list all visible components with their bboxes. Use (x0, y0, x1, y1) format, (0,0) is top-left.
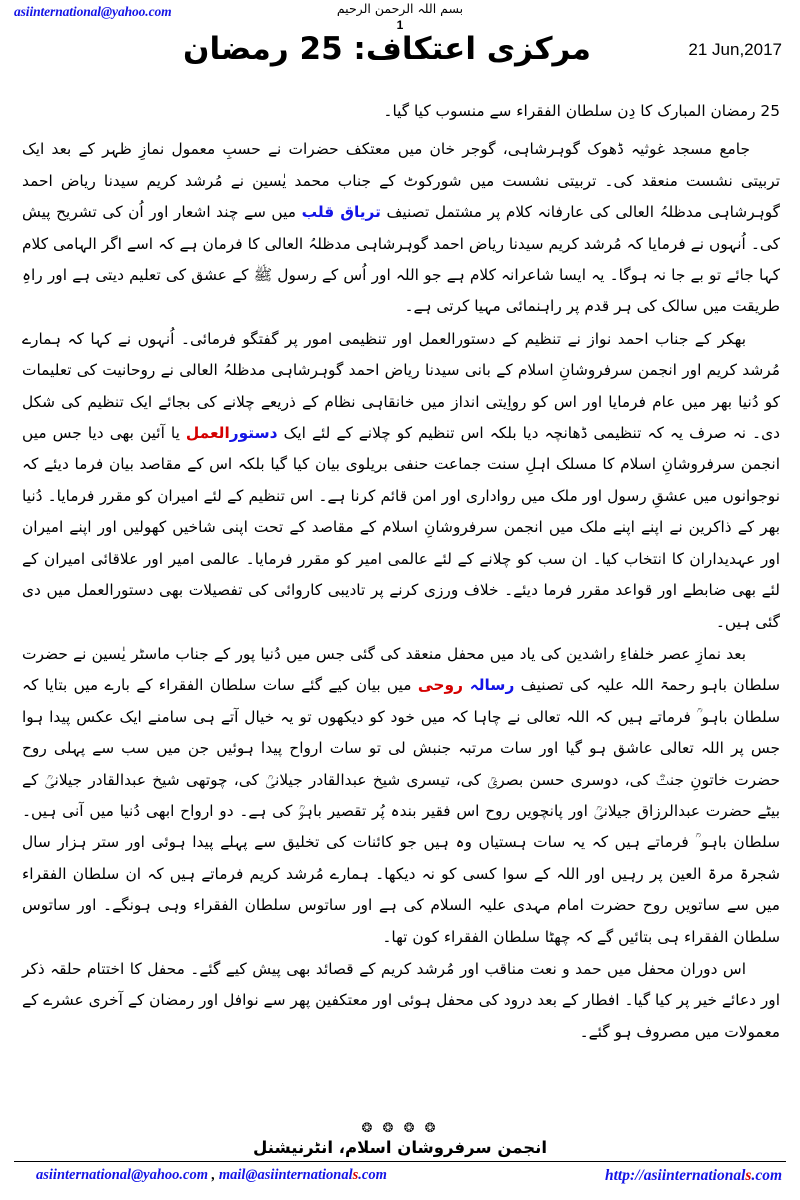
highlight-segment: تریاق قلب (301, 203, 381, 222)
highlight-segment: العمل (185, 424, 230, 443)
paragraph-2 (22, 324, 780, 638)
text-segment: بعد نمازِ عصر خلفاءِ راشدین کی یاد میں محفل منعقد کی گئی جس میں دُنیا پور کے جناب ماسٹر یٰسین نے حضرت سلطان باہو رحمۃ اللہ علیہ کی تصنیف (22, 644, 780, 695)
text-segment: میں بیان کیے گئے سات سلطان الفقراء کے بارے میں بتایا کہ سلطان باہو ؒ فرماتے ہیں کہ اللہ تعالی نے چاہا کہ میں خود کو دیکھوں تو یہ خیال آتے ہی سامنے ایک عکس پیدا ہوا جس پر اللہ تعالی عاشق ہو گیا اور سات مرتبہ جنبش لی تو سات ارواح پیدا ہوئیں جن میں سب سے پہلی روح حضرت خاتونِ جنتؓ کی، دوسری حسن بصریؒ کی، تیسری شیخ عبدالقادر جیلانیؒ کی، چوتھی شیخ عبدالقادر جیلانیؒ کے بیٹے حضرت عبدالرزاق جیلانیؒ اور پانچویں روح اس فقیر بندہ پُر تقصیر باہوؒ کی ہے۔ دو ارواح ابھی دُنیا میں آنی ہیں۔ سلطان باہو ؒ فرماتے ہیں کہ یہ سات ہستیاں وہ ہیں جو کائنات کی تخلیق سے پہلے پیدا ہوئی اور ستر ہزار سال شجرۃ مرۃ العین پر رہیں اور اللہ کے سوا کسی کو نہ دیکھا۔ ہمارے مُرشد کریم فرماتے ہیں کہ ان سلطان الفقراء میں سے ساتویں روح حضرت امام مہدی علیہ السلام کی ہے اور ساتوس سلطان الفقراء وہی ہونگے۔ اور ساتوس سلطان الفقراء ہی بتائیں گے کہ چھٹا سلطان الفقراء کون تھا۔ (22, 676, 780, 946)
organization-name: انجمن سرفروشان اسلام، انٹرنیشنل (252, 1138, 547, 1157)
highlight-segment: رسالہ (469, 676, 515, 695)
text-segment: میں سے چند اشعار اور اُن کی تشریح پیش کی۔ اُنہوں نے فرمایا کہ مُرشد کریم سیدنا ریاض احمد گوہرشاہی مدظلہُ العالی کا فرمان ہے کہ اسے اگر الہامی کلام کہا جائے تو بے جا نہ ہوگا۔ یہ ایسا شاعرانہ کلام ہے جو اللہ اور اُس کے رسول ﷺ کے عشق کی تعلیم دیتی ہے اور راہِ طریقت میں سالک کی ہر قدم پر راہنمائی مہیا کرتی ہے۔ (22, 203, 780, 316)
page-number: 1 (396, 18, 404, 32)
text-segment: اس دوران محفل میں حمد و نعت مناقب اور مُرشد کریم کے قصائد بھی پیش کیے گئے۔ محفل کا اختتام حلقہ ذکر اور دعائے خیر پر کیا گیا۔ افطار کے بعد درود کی محفل ہوئی اور معتکفین پھر سے نوافل اور رمضان کے آخری عشرے کے معمولات میں مصروف ہو گئے۔ (22, 959, 780, 1041)
footer-url-main[interactable]: http://asiinternational (604, 1167, 746, 1184)
footer-email-2-tail[interactable]: .com (358, 1167, 387, 1183)
footer-email-separator: , (208, 1167, 219, 1183)
highlight-segment: دستور (229, 424, 278, 443)
footer-url-accent[interactable]: s (745, 1167, 752, 1184)
page-title: مرکزی اعتکاف: 25 رمضان (183, 31, 591, 67)
bismillah-text: بسم اللہ الرحمن الرحیم (336, 1, 464, 16)
footer-url-tail[interactable]: .com (751, 1167, 782, 1184)
text-segment: جامع مسجد غوثیہ ڈھوک گوہرشاہی، گوجر خان میں معتکف حضرات نے حسبِ معمول نمازِ ظہر کے بعد ایک تربیتی نشست منعقد کی۔ تربیتی نشست میں شورکوٹ کے جناب محمد یٰسین نے مُرشد کریم سیدنا ریاض احمد گوہرشاہی مدظلہُ العالی کی عارفانہ کلام پر مشتمل تصنیف (22, 140, 780, 222)
ornament-divider: ❂ ❂ ❂ ❂ (361, 1121, 439, 1136)
paragraph-1 (22, 134, 780, 322)
publication-date: 21 Jun,2017 (688, 40, 782, 59)
text-segment: بھکر کے جناب احمد نواز نے تنظیم کے دستورالعمل اور تنظیمی امور پر گفتگو فرمائی۔ اُنہوں نے کہا کہ ہمارے مُرشد کریم اور انجمن سرفروشانِ اسلام کے بانی سیدنا ریاض احمد گوہرشاہی مدظلہُ العالی نے روحانیت کی تعلیمات کو دُنیا بھر میں عام فرمایا اور اس کو رواِیتی انداز میں خانقاہی نظام کے ذریعے چلانے کی بجائے ایک تنظیم کی شکل دی۔ نہ صرف یہ کہ تنظیمی ڈھانچہ دیا بلکہ اس تنظیم کو چلانے کے لئے ایک (22, 329, 780, 443)
article-body (14, 96, 786, 1048)
footer-email-1[interactable]: asiinternational@yahoo.com (36, 1167, 208, 1183)
paragraph-3 (22, 639, 780, 953)
footer-email-2-accent[interactable]: s (352, 1167, 359, 1183)
paragraph-4 (22, 954, 780, 1048)
page-footer (14, 1122, 786, 1192)
footer-website-link[interactable] (605, 1167, 782, 1185)
highlight-segment: روحی (417, 676, 470, 695)
text-segment: یا آئین بھی دیا جس میں انجمن سرفروشانِ اسلام کا مسلک اہلِ سنت جماعت حنفی بریلوی بیان کیا گیا بلکہ اس کے مقاصد بیان فرما دیئے کہ نوجوانوں میں عشقِ رسول اور ملک میں رواداری اور امن قائم کرنا ہے۔ اس تنظیم کے لئے امیران کو مقرر فرمایا۔ دُنیا بھر کے ذاکرین نے اپنے اپنے ملک میں انجمن سرفروشانِ اسلام کے مقاصد کے تحت اپنی شاخیں کھولیں اور اپنے امیران اور عہدیداران کا انتخاب کیا۔ ان سب کو چلانے کے لئے عالمی امیر کو مقرر فرمایا۔ عالمی امیر اور علاقائی امیران کے لئے بھی ضابطے اور قواعد مقرر فرما دیئے۔ خلاف ورزی کرنے پر تادیبی کاروائی کی تفصیلات بھی دستورالعمل میں دی گئی ہیں۔ (22, 424, 780, 631)
page-header (14, 0, 786, 96)
footer-email-links[interactable] (36, 1167, 387, 1184)
footer-links (14, 1166, 786, 1192)
footer-email-2-main[interactable]: mail@asiinternational (218, 1167, 353, 1183)
lead-paragraph: 25 رمضان المبارک کا دِن سلطان الفقراء سے منسوب کیا گیا۔ (383, 102, 780, 120)
header-email-link[interactable]: asiinternational@yahoo.com (14, 4, 172, 19)
footer-divider-rule (14, 1161, 786, 1162)
